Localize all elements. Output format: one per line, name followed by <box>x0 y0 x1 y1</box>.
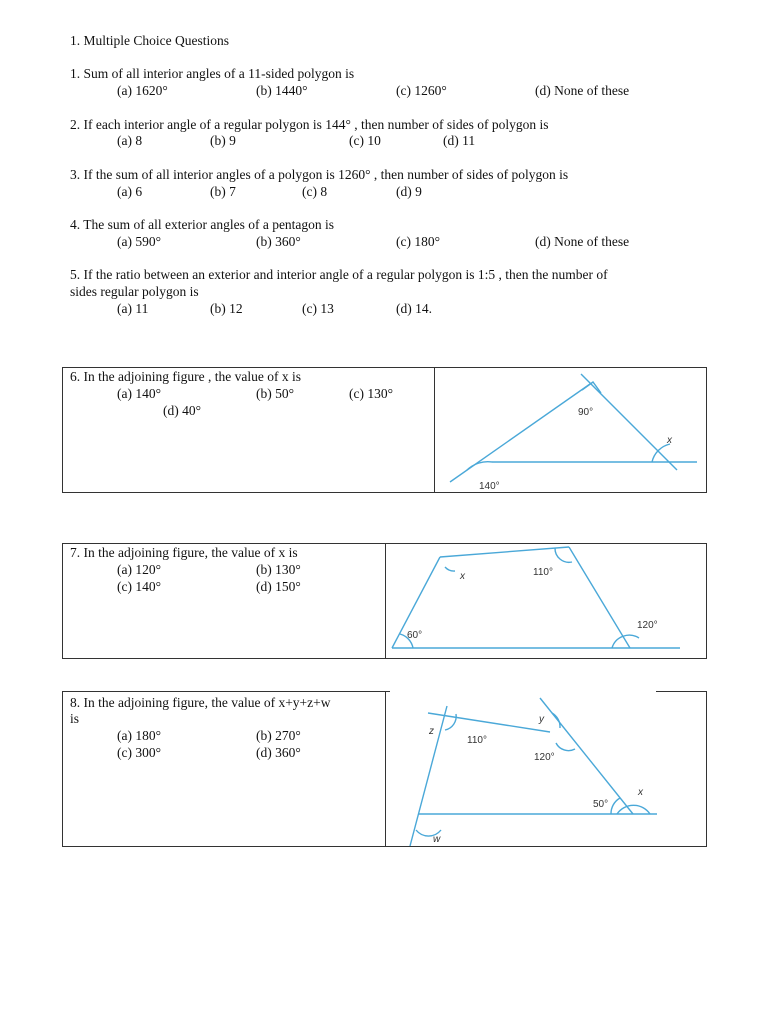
question-1-option-d[interactable]: (d) None of these <box>535 83 630 98</box>
question-7-option-a[interactable]: (a) 120° <box>117 562 162 577</box>
question-2-option-c[interactable]: (c) 10 <box>349 133 381 148</box>
question-8-text: 8. In the adjoining figure, the value of x+y+z+w <box>70 695 331 710</box>
question-7-option-b[interactable]: (b) 130° <box>256 562 301 577</box>
question-4-text: 4. The sum of all exterior angles of a pentagon is <box>70 217 335 232</box>
question-6-figure <box>436 368 706 492</box>
figure6-label-90: 90° <box>578 407 594 418</box>
figure8-label-x: x <box>638 787 643 798</box>
question-8-figure <box>387 692 705 846</box>
figure8-label-50: 50° <box>593 799 609 810</box>
question-3-option-d[interactable]: (d) 9 <box>396 184 422 199</box>
question-5-option-a[interactable]: (a) 11 <box>117 301 149 316</box>
question-4-option-a[interactable]: (a) 590° <box>117 234 162 249</box>
figure7-label-120: 120° <box>637 620 658 631</box>
question-8-option-b[interactable]: (b) 270° <box>256 728 301 743</box>
question-6-option-c[interactable]: (c) 130° <box>349 386 394 401</box>
question-2-text: 2. If each interior angle of a regular polygon is 144° , then number of sides of polygon is <box>70 117 549 132</box>
question-8-divider <box>385 691 386 847</box>
question-4-option-d[interactable]: (d) None of these <box>535 234 630 249</box>
figure8-label-w: w <box>433 834 441 845</box>
figure6-label-140: 140° <box>479 481 500 492</box>
question-3-option-c[interactable]: (c) 8 <box>302 184 328 199</box>
question-7-text: 7. In the adjoining figure, the value of x is <box>70 545 298 560</box>
question-6-option-a[interactable]: (a) 140° <box>117 386 162 401</box>
question-3-option-b[interactable]: (b) 7 <box>210 184 236 199</box>
question-2-option-b[interactable]: (b) 9 <box>210 133 236 148</box>
question-3-option-a[interactable]: (a) 6 <box>117 184 143 199</box>
question-2-option-a[interactable]: (a) 8 <box>117 133 143 148</box>
question-5-text-continued: sides regular polygon is <box>70 284 199 299</box>
question-4-option-c[interactable]: (c) 180° <box>396 234 441 249</box>
question-2-option-d[interactable]: (d) 11 <box>443 133 476 148</box>
question-7-option-c[interactable]: (c) 140° <box>117 579 162 594</box>
question-1-option-c[interactable]: (c) 1260° <box>396 83 447 98</box>
question-8-right-border <box>706 691 707 847</box>
question-1-option-b[interactable]: (b) 1440° <box>256 83 308 98</box>
question-8-option-c[interactable]: (c) 300° <box>117 745 162 760</box>
question-8-top-border-left <box>62 691 390 692</box>
question-8-text-continued: is <box>70 711 80 726</box>
question-8-left-border <box>62 691 63 847</box>
figure8-label-z: z <box>429 726 434 737</box>
question-6-text: 6. In the adjoining figure , the value of x is <box>70 369 301 384</box>
question-5-option-b[interactable]: (b) 12 <box>210 301 243 316</box>
figure8-label-110: 110° <box>467 735 487 746</box>
question-6-option-b[interactable]: (b) 50° <box>256 386 295 401</box>
question-8-option-a[interactable]: (a) 180° <box>117 728 162 743</box>
section-heading: 1. Multiple Choice Questions <box>70 33 229 48</box>
figure6-label-x: x <box>667 435 672 446</box>
figure7-label-60: 60° <box>407 630 423 641</box>
figure7-label-x: x <box>460 571 465 582</box>
question-6-option-d[interactable]: (d) 40° <box>163 403 202 418</box>
question-4-option-b[interactable]: (b) 360° <box>256 234 301 249</box>
question-1-option-a[interactable]: (a) 1620° <box>117 83 168 98</box>
question-7-divider <box>385 543 386 659</box>
figure7-label-110: 110° <box>533 567 553 578</box>
question-6-divider <box>434 367 435 493</box>
question-7-option-d[interactable]: (d) 150° <box>256 579 301 594</box>
question-3-text: 3. If the sum of all interior angles of a polygon is 1260° , then number of sides of polygon is <box>70 167 569 182</box>
question-5-text: 5. If the ratio between an exterior and interior angle of a regular polygon is 1:5 , then the number of <box>70 267 608 282</box>
figure8-label-y: y <box>539 714 544 725</box>
question-5-option-d[interactable]: (d) 14. <box>396 301 432 316</box>
figure8-label-120: 120° <box>534 752 555 763</box>
question-1-text: 1. Sum of all interior angles of a 11-sided polygon is <box>70 66 355 81</box>
question-5-option-c[interactable]: (c) 13 <box>302 301 334 316</box>
question-7-figure <box>387 544 707 658</box>
question-8-option-d[interactable]: (d) 360° <box>256 745 301 760</box>
